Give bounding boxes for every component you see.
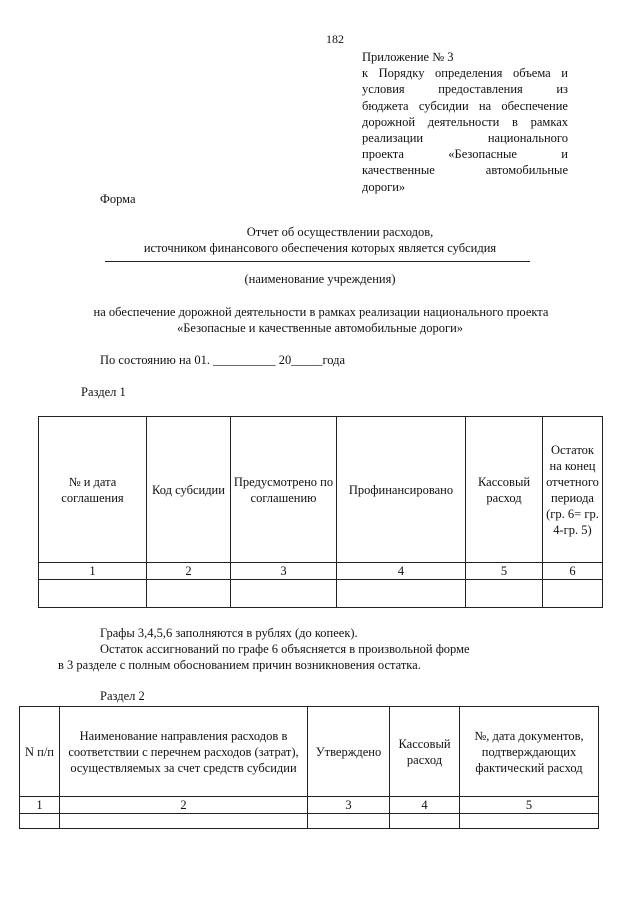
table-cell xyxy=(337,580,466,608)
appendix-word: национального xyxy=(487,131,568,146)
appendix-word: из xyxy=(556,82,568,97)
appendix-word: и xyxy=(561,66,568,81)
table-cell xyxy=(466,580,543,608)
table-cell xyxy=(60,814,308,829)
note-line2: Остаток ассигнований по графе 6 объясняется в произвольной форме xyxy=(100,642,470,656)
appendix-word: бюджета xyxy=(362,98,409,113)
column-number: 3 xyxy=(308,797,390,814)
appendix-line: дороги» xyxy=(362,179,406,194)
appendix-word: объема xyxy=(513,66,551,81)
appendix-word: условия xyxy=(362,82,405,97)
table-header-row xyxy=(20,707,599,797)
table-cell xyxy=(308,814,390,829)
note-line3: в 3 разделе с полным обоснованием причин возникновения остатка. xyxy=(58,658,421,672)
appendix-word: проекта xyxy=(362,147,404,162)
appendix-word: автомобильные xyxy=(485,163,568,178)
table-number-row xyxy=(20,797,599,814)
section1-table xyxy=(38,416,603,608)
appendix-block xyxy=(362,49,568,195)
institution-name-line xyxy=(105,261,530,262)
appendix-word: предоставления xyxy=(438,82,523,97)
appendix-line xyxy=(362,65,568,81)
form-label: Форма xyxy=(100,192,136,206)
header-cell: Предусмотрено по соглашению xyxy=(231,417,337,563)
purpose-line1: на обеспечение дорожной деятельности в рамках реализации национального проекта xyxy=(93,305,549,319)
appendix-word: рамках xyxy=(530,114,568,129)
header-cell: N п/п xyxy=(20,707,60,797)
appendix-word: субсидии xyxy=(418,98,469,113)
header-cell: Наименование направления расходов в соответствии с перечнем расходов (затрат), осуществляемых за счет средств субсидии xyxy=(60,707,308,797)
section1-title: Раздел 1 xyxy=(81,385,126,399)
table-cell xyxy=(390,814,460,829)
page-number: 182 xyxy=(326,32,344,46)
appendix-word: деятельности xyxy=(427,114,500,129)
appendix-line xyxy=(362,162,568,178)
note-line1: Графы 3,4,5,6 заполняются в рублях (до копеек). xyxy=(100,626,358,640)
table-row xyxy=(20,814,599,829)
header-cell: № и дата соглашения xyxy=(39,417,147,563)
appendix-line xyxy=(362,114,568,130)
column-number: 4 xyxy=(337,563,466,580)
table-row xyxy=(39,580,603,608)
column-number: 3 xyxy=(231,563,337,580)
appendix-word: в xyxy=(512,114,518,129)
appendix-word: к xyxy=(362,66,369,81)
as-of-date: По состоянию на 01. __________ 20_____года xyxy=(100,353,346,367)
table-cell xyxy=(231,580,337,608)
header-cell: Утверждено xyxy=(308,707,390,797)
column-number: 1 xyxy=(20,797,60,814)
section2-table xyxy=(19,706,599,829)
column-number: 5 xyxy=(460,797,599,814)
appendix-word: определения xyxy=(435,66,503,81)
appendix-line xyxy=(362,130,568,146)
purpose-line2: «Безопасные и качественные автомобильные дороги» xyxy=(176,321,464,335)
table-header-row xyxy=(39,417,603,563)
table-cell xyxy=(147,580,231,608)
appendix-word: и xyxy=(561,147,568,162)
appendix-word: дорожной xyxy=(362,114,416,129)
column-number: 6 xyxy=(543,563,603,580)
column-number: 2 xyxy=(147,563,231,580)
appendix-title: Приложение № 3 xyxy=(362,50,454,64)
appendix-word: качественные xyxy=(362,163,435,178)
column-number: 1 xyxy=(39,563,147,580)
table-cell xyxy=(543,580,603,608)
column-number: 5 xyxy=(466,563,543,580)
appendix-line xyxy=(362,146,568,162)
institution-caption: (наименование учреждения) xyxy=(244,272,396,286)
table-cell xyxy=(20,814,60,829)
column-number: 2 xyxy=(60,797,308,814)
appendix-word: обеспечение xyxy=(501,98,568,113)
header-cell: №, дата документов, подтверждающих фактический расход xyxy=(460,707,599,797)
header-cell: Кассовый расход xyxy=(466,417,543,563)
table-number-row xyxy=(39,563,603,580)
appendix-word: Порядку xyxy=(378,66,425,81)
appendix-word: реализации xyxy=(362,131,424,146)
table-cell xyxy=(39,580,147,608)
header-cell: Остаток на конец отчетного периода (гр. 6= гр. 4-гр. 5) xyxy=(543,417,603,563)
header-cell: Кассовый расход xyxy=(390,707,460,797)
appendix-word: на xyxy=(478,98,492,113)
report-title-line1: Отчет об осуществлении расходов, xyxy=(246,225,434,239)
header-cell: Код субсидии xyxy=(147,417,231,563)
column-number: 4 xyxy=(390,797,460,814)
appendix-line xyxy=(362,98,568,114)
header-cell: Профинансировано xyxy=(337,417,466,563)
report-title-line2: источником финансового обеспечения которых является субсидия xyxy=(143,241,497,255)
table-cell xyxy=(460,814,599,829)
section2-title: Раздел 2 xyxy=(100,689,145,703)
appendix-line xyxy=(362,81,568,97)
appendix-word: «Безопасные xyxy=(448,147,517,162)
